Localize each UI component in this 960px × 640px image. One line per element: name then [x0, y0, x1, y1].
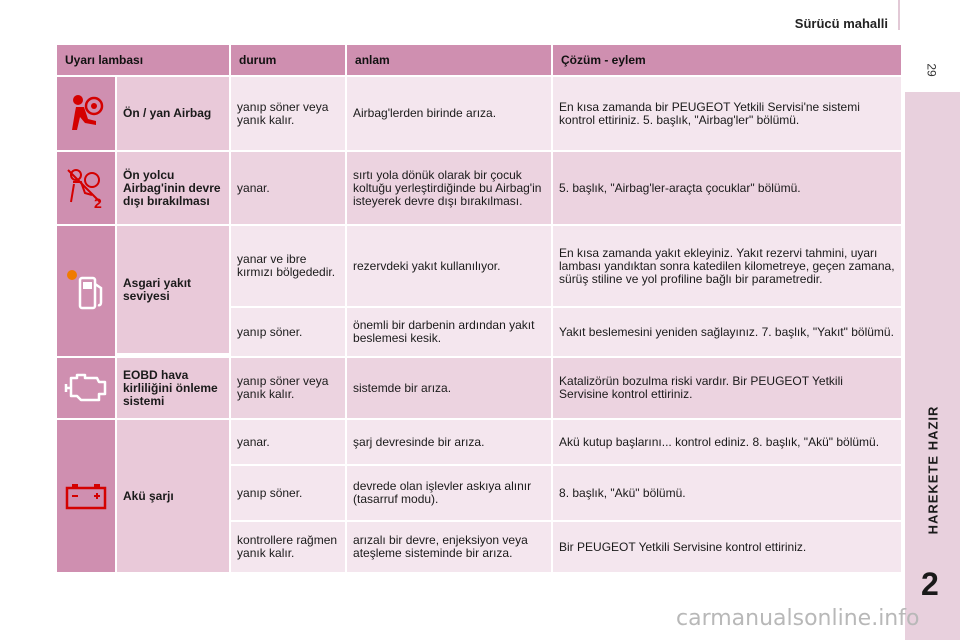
- warning-name: Akü şarjı: [117, 420, 231, 574]
- meaning-cell: önemli bir darbenin ardından yakıt beslemesi kesik.: [347, 308, 553, 358]
- meaning-cell: şarj devresinde bir arıza.: [347, 420, 553, 466]
- airbag-icon: [66, 92, 106, 136]
- column-header-status: durum: [231, 45, 347, 77]
- fuel-pump-icon: [63, 266, 113, 316]
- table-row: [57, 77, 903, 152]
- status-cell: kontrollere rağmen yanık kalır.: [231, 522, 347, 574]
- warning-name: EOBD hava kirliliğini önleme sistemi: [117, 358, 231, 420]
- warning-icon-cell: [57, 358, 117, 420]
- warning-icon-cell: [57, 226, 117, 358]
- action-cell: Katalizörün bozulma riski vardır. Bir PEUGEOT Yetkili Servisine kontrol ettiriniz.: [553, 358, 903, 420]
- header-rule: [898, 0, 900, 30]
- action-cell: Yakıt beslemesini yeniden sağlayınız. 7. başlık, "Yakıt" bölümü.: [553, 308, 903, 358]
- passenger-airbag-off-icon: [64, 166, 108, 210]
- status-cell: yanar.: [231, 420, 347, 466]
- status-cell: yanıp söner veya yanık kalır.: [231, 358, 347, 420]
- column-header-meaning: anlam: [347, 45, 553, 77]
- warning-name: Ön / yan Airbag: [117, 77, 231, 152]
- meaning-cell: arızalı bir devre, enjeksiyon veya ateşleme sisteminde bir arıza.: [347, 522, 553, 574]
- action-cell: Akü kutup başlarını... kontrol ediniz. 8. başlık, "Akü" bölümü.: [553, 420, 903, 466]
- watermark: carmanualsonline.info: [676, 606, 920, 631]
- warning-icon-cell: [57, 152, 117, 226]
- engine-icon: [63, 370, 113, 406]
- status-cell: yanar.: [231, 152, 347, 226]
- action-cell: En kısa zamanda bir PEUGEOT Yetkili Servisi'ne sistemi kontrol ettiriniz. 5. başlık, "Airbag'ler" bölümü.: [553, 77, 903, 152]
- battery-icon: [64, 481, 108, 511]
- meaning-cell: rezervdeki yakıt kullanılıyor.: [347, 226, 553, 308]
- chapter-title: HAREKETE HAZIR: [925, 405, 941, 535]
- table-row: [57, 226, 903, 308]
- table-row: [57, 152, 903, 226]
- table-row: [57, 358, 903, 420]
- column-header-action: Çözüm - eylem: [553, 45, 903, 77]
- table-header-row: [57, 45, 903, 77]
- page-number: 29: [924, 63, 939, 77]
- meaning-cell: devrede olan işlevler askıya alınır (tasarruf modu).: [347, 466, 553, 522]
- status-cell: yanıp söner veya yanık kalır.: [231, 77, 347, 152]
- warning-icon-cell: [57, 77, 117, 152]
- section-title: Sürücü mahalli: [794, 16, 888, 31]
- status-cell: yanar ve ibre kırmızı bölgededir.: [231, 226, 347, 308]
- status-cell: yanıp söner.: [231, 308, 347, 358]
- table-row: [57, 420, 903, 466]
- warning-name: Ön yolcu Airbag'inin devre dışı bırakılması: [117, 152, 231, 226]
- meaning-cell: sırtı yola dönük olarak bir çocuk koltuğu yerleştirdiğinde bu Airbag'in isteyerek devre dışı bırakılması.: [347, 152, 553, 226]
- warning-lights-table: [57, 45, 903, 574]
- action-cell: Bir PEUGEOT Yetkili Servisine kontrol ettiriniz.: [553, 522, 903, 574]
- warning-name: Asgari yakıt seviyesi: [117, 226, 231, 358]
- action-cell: 8. başlık, "Akü" bölümü.: [553, 466, 903, 522]
- svg-text:2: 2: [94, 195, 102, 210]
- meaning-cell: Airbag'lerden birinde arıza.: [347, 77, 553, 152]
- action-cell: 5. başlık, "Airbag'ler-araçta çocuklar" bölümü.: [553, 152, 903, 226]
- chapter-side-tab: [905, 92, 960, 640]
- warning-icon-cell: [57, 420, 117, 574]
- column-header-warning-light: Uyarı lambası: [57, 45, 231, 77]
- status-cell: yanıp söner.: [231, 466, 347, 522]
- meaning-cell: sistemde bir arıza.: [347, 358, 553, 420]
- action-cell: En kısa zamanda yakıt ekleyiniz. Yakıt rezervi tahmini, uyarı lambası yandıktan sonra katedilen kilometreye, geçen zamana, sürüş stiline ve yol profiline bağlı bir parametredir.: [553, 226, 903, 308]
- chapter-number: 2: [921, 566, 939, 602]
